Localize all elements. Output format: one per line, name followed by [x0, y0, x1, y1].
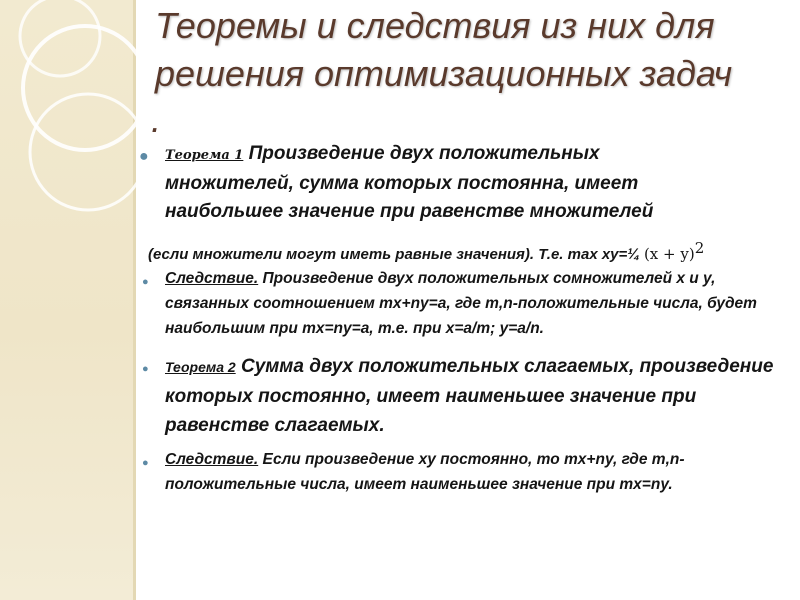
formula-line-text: (если множители могут иметь равные значения). Т.е. max xy=¼ [148, 246, 644, 263]
corollary-2-paragraph [165, 447, 775, 497]
title-trailing-dot: . [151, 99, 162, 140]
theorem-1-label: Теорема 1 [165, 148, 244, 163]
corollary-1-text: Произведение двух положительных сомножителей х и у, связанных соотношением mx+ny=a, где m,n-положительные числа, будет наибольшим при mx=ny=a, т.е. при x=a/m; y=a/n. [165, 270, 757, 337]
formula-expression: (x + y) [643, 245, 695, 263]
bullet-icon: ● [139, 148, 149, 165]
deco-circle-top [20, 0, 100, 76]
theorem-1-formula-line [148, 238, 788, 265]
corollary-1-paragraph [165, 266, 775, 341]
bullet-icon: ● [142, 457, 149, 469]
deco-circle-middle [30, 94, 146, 210]
theorem-2-text: Сумма двух положительных слагаемых, произведение которых постоянно, имеет наименьшее значение при равенстве слагаемых. [165, 356, 774, 436]
slide-title: Теоремы и следствия из них для решения оптимизационных задач [155, 5, 733, 94]
theorem-2-label: Теорема 2 [165, 359, 236, 375]
theorem-2-paragraph [165, 352, 775, 440]
theorem-1-paragraph [165, 140, 685, 226]
bullet-icon: ● [142, 276, 149, 288]
corollary-2-label: Следствие. [165, 451, 259, 468]
corollary-1-label: Следствие. [165, 270, 259, 287]
bullet-icon: ● [142, 363, 149, 375]
deco-circle-large [23, 26, 147, 150]
formula-exponent: 2 [694, 239, 705, 257]
corollary-2-text: Если произведение ху постоянно, то mx+ny, где m,n-положительные числа, имеет наименьшее значение при mx=ny. [165, 451, 685, 493]
theorem-1-text: Произведение двух положительных множителей, сумма которых постоянна, имеет наибольшее значение при равенстве множителей [165, 143, 654, 222]
